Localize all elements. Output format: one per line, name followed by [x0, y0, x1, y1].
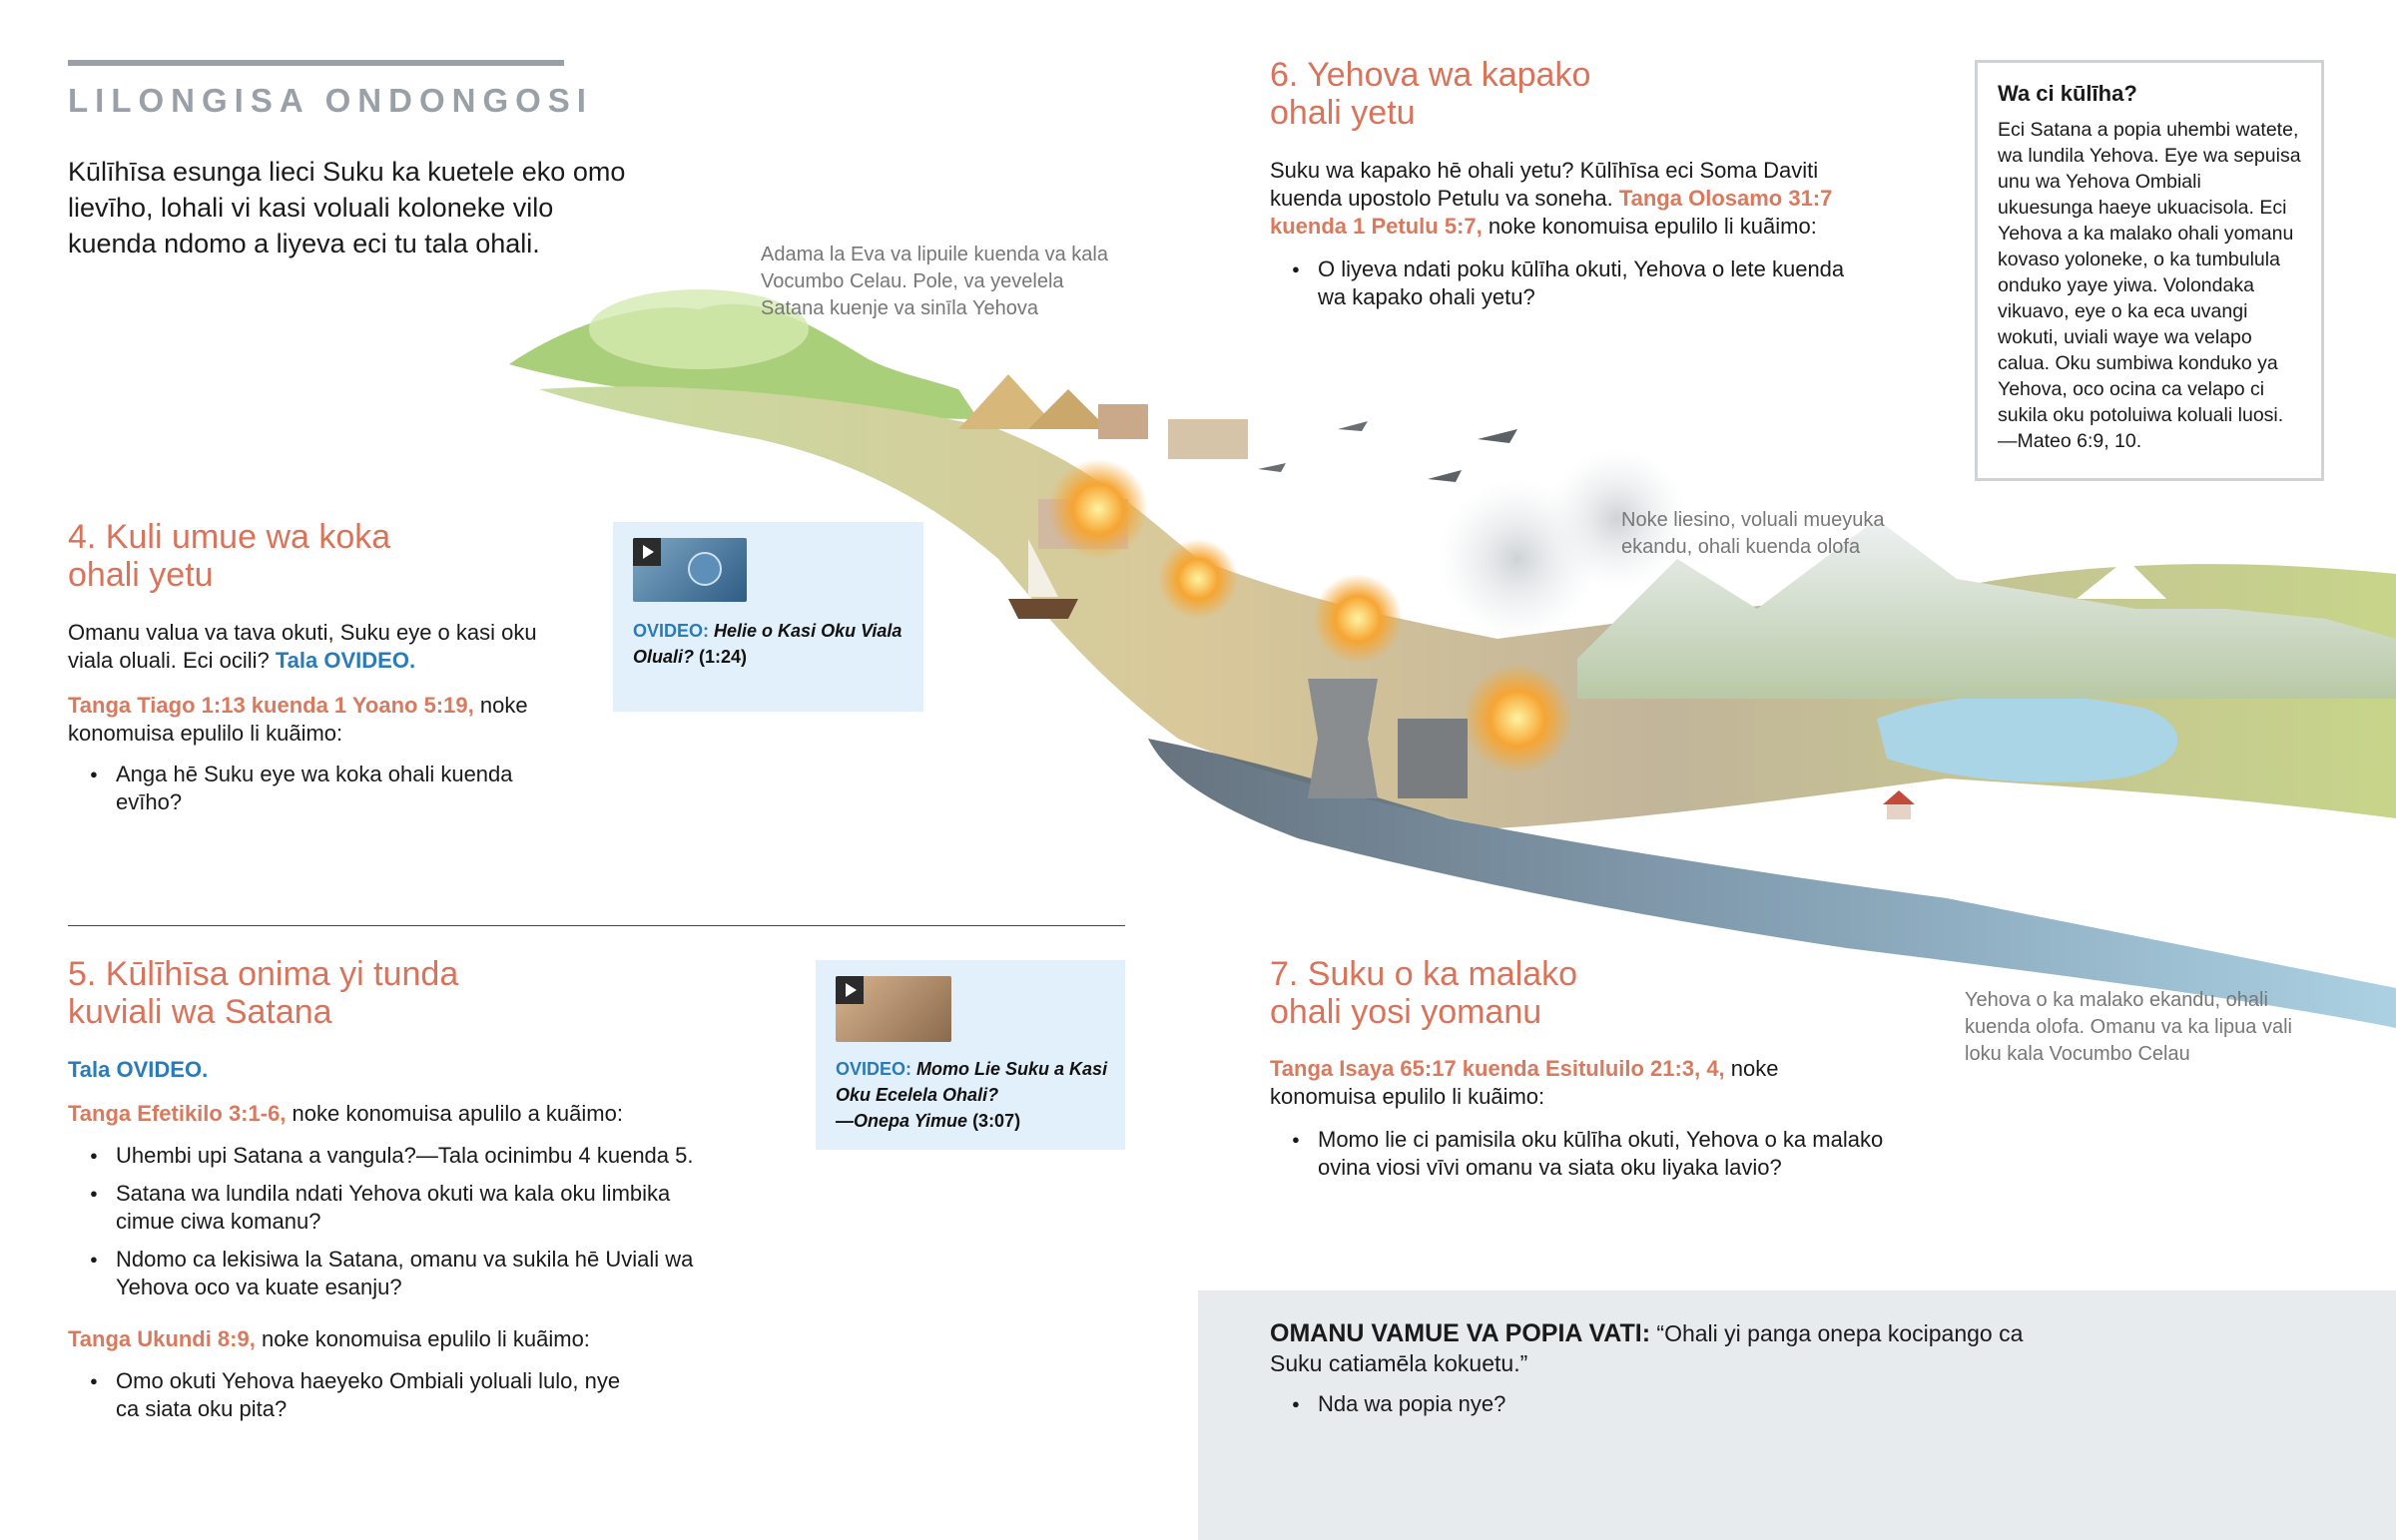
section4-body: [68, 619, 567, 675]
section5-read2: Tanga Ukundi 8:9, noke konomuisa epulilo li kuãimo:: [68, 1326, 590, 1351]
section5-read1-ref[interactable]: Tanga Efetikilo 3:1-6,: [68, 1101, 287, 1126]
section4-title: 4. Kuli umue wa koka ohali yetu: [68, 518, 391, 594]
section-divider: [68, 925, 1125, 926]
others-say-bullets: [1270, 1390, 1869, 1428]
section4-watch-link[interactable]: Tala OVIDEO.: [275, 648, 416, 673]
section6-bullets: [1270, 256, 1869, 321]
intro-text: Kūlīhīsa esunga lieci Suku ka kuetele eko omo lievīho, lohali vi kasi voluali koloneke vilo kuenda ndomo a liyeva eci tu tala ohali.: [68, 157, 626, 258]
sidebar-text: Eci Satana a popia uhembi watete, wa lundila Yehova. Eye wa sepuisa unu wa Yehova Ombiali ukuesunga haeye ukuacisola. Eci Yehova a ka malako ohali yomanu kovaso yoloneke, o ka tumbulula onduko yaye yiwa. Volondaka vikuavo, eye o ka eca uvangi wokuti, uviali waye wa velapo calua. Oku sumbiwa konduko ya Yehova, oco ocina ca velapo ci sukila oku potoluiwa koluali luosi.—Mateo 6:9, 10.: [1998, 119, 2301, 452]
section4-video-title[interactable]: OVIDEO: Helie o Kasi Oku Viala Oluali? (1:24): [633, 621, 902, 667]
list-item: ● Ndomo ca lekisiwa la Satana, omanu va sukila hē Uviali wa Yehova oco va kuate esanju?: [68, 1246, 727, 1301]
cooling-tower: [1308, 679, 1378, 798]
section6-title: 6. Yehova wa kapako ohali yetu: [1270, 56, 1591, 132]
section6-read-ref[interactable]: Tanga Olosamo 31:7 kuenda 1 Petulu 5:7,: [1270, 186, 1833, 239]
play-icon[interactable]: [633, 538, 661, 566]
section5-watch-link[interactable]: Tala OVIDEO.: [68, 1057, 209, 1082]
video-thumbnail[interactable]: [836, 976, 951, 1042]
section5-bullets1: [68, 1142, 727, 1311]
others-say-heading: OMANU VAMUE VA POPIA VATI:: [1270, 1319, 1651, 1347]
section4-bullets: [68, 761, 567, 826]
others-say-box: [1198, 1290, 2396, 1540]
section4-video-box[interactable]: [613, 522, 923, 712]
section7-title: 7. Suku o ka malako ohali yosi yomanu: [1270, 955, 1578, 1031]
section4-read-ref[interactable]: Tanga Tiago 1:13 kuenda 1 Yoano 5:19,: [68, 693, 474, 718]
list-item: ● Nda wa popia nye?: [1270, 1390, 1869, 1418]
list-item: ● O liyeva ndati poku kūlīha okuti, Yehova o lete kuenda wa kapako ohali yetu?: [1270, 256, 1869, 311]
list-item: ● Omo okuti Yehova haeyeko Ombiali yoluali lulo, nye ca siata oku pita?: [68, 1367, 647, 1423]
list-item: ● Satana wa lundila ndati Yehova okuti wa kala oku limbika cimue ciwa komanu?: [68, 1180, 727, 1236]
section4-read-rest: noke konomuisa epulilo li kuãimo:: [68, 693, 528, 746]
section5-title: 5. Kūlīhīsa onima yi tunda kuviali wa Satana: [68, 955, 459, 1031]
others-say-quote: “Ohali yi panga onepa kocipango ca Suku catiamēla kokuetu.”: [1270, 1320, 2024, 1376]
list-item: ● Anga hē Suku eye wa koka ohali kuenda evīho?: [68, 761, 567, 816]
caption-paradise: Yehova o ka malako ekandu, ohali kuenda olofa. Omanu va ka lipua vali loku kala Vocumbo Celau: [1965, 989, 2292, 1065]
section7-read: Tanga Isaya 65:17 kuenda Esituluilo 21:3, 4, noke konomuisa epulilo li kuãimo:: [1270, 1056, 1779, 1109]
section5-video-box[interactable]: [816, 960, 1125, 1150]
did-you-know-box: [1975, 60, 2324, 481]
section7-read-ref[interactable]: Tanga Isaya 65:17 kuenda Esituluilo 21:3, 4,: [1270, 1056, 1725, 1081]
caption-war: Noke liesino, voluali mueyuka ekandu, ohali kuenda olofa: [1621, 509, 1885, 558]
section5-read1: Tanga Efetikilo 3:1-6, noke konomuisa apulilo a kuãimo:: [68, 1101, 623, 1126]
sidebar-title: Wa ci kūlīha?: [1998, 81, 2137, 106]
section5-read2-ref[interactable]: Tanga Ukundi 8:9,: [68, 1326, 256, 1351]
play-icon[interactable]: [836, 976, 864, 1004]
list-item: ● Momo lie ci pamisila oku kūlīha okuti, Yehova o ka malako ovina viosi vīvi omanu va siata oku liyaka lavio?: [1270, 1126, 1909, 1182]
list-item: ● Uhembi upi Satana a vangula?—Tala ocinimbu 4 kuenda 5.: [68, 1142, 727, 1170]
caption-eden: Adama la Eva va lipuile kuenda va kala Vocumbo Celau. Pole, va yevelela Satana kuenje va sinīla Yehova: [761, 244, 1108, 319]
section5-video-title[interactable]: OVIDEO: Momo Lie Suku a Kasi Oku Ecelela Ohali? —Onepa Yimue (3:07): [836, 1059, 1108, 1131]
section5-bullets2: [68, 1367, 647, 1433]
sailing-ship: [1008, 599, 1078, 619]
section6-body: Suku wa kapako hē ohali yetu? Kūlīhīsa eci Soma Daviti kuenda upostolo Petulu va soneha. Tanga Olosamo 31:7 kuenda 1 Petulu 5:7, noke konomuisa epulilo li kuãimo:: [1270, 158, 1833, 239]
page-title: LILONGISA ONDONGOSI: [68, 82, 593, 119]
section4-read: [68, 692, 567, 748]
video-thumbnail[interactable]: [633, 538, 747, 602]
section4-body-text: Omanu valua va tava okuti, Suku eye o kasi oku viala oluali. Eci ocili?: [68, 620, 537, 673]
section7-bullets: [1270, 1126, 1909, 1192]
others-say-text: [1270, 1318, 2029, 1378]
